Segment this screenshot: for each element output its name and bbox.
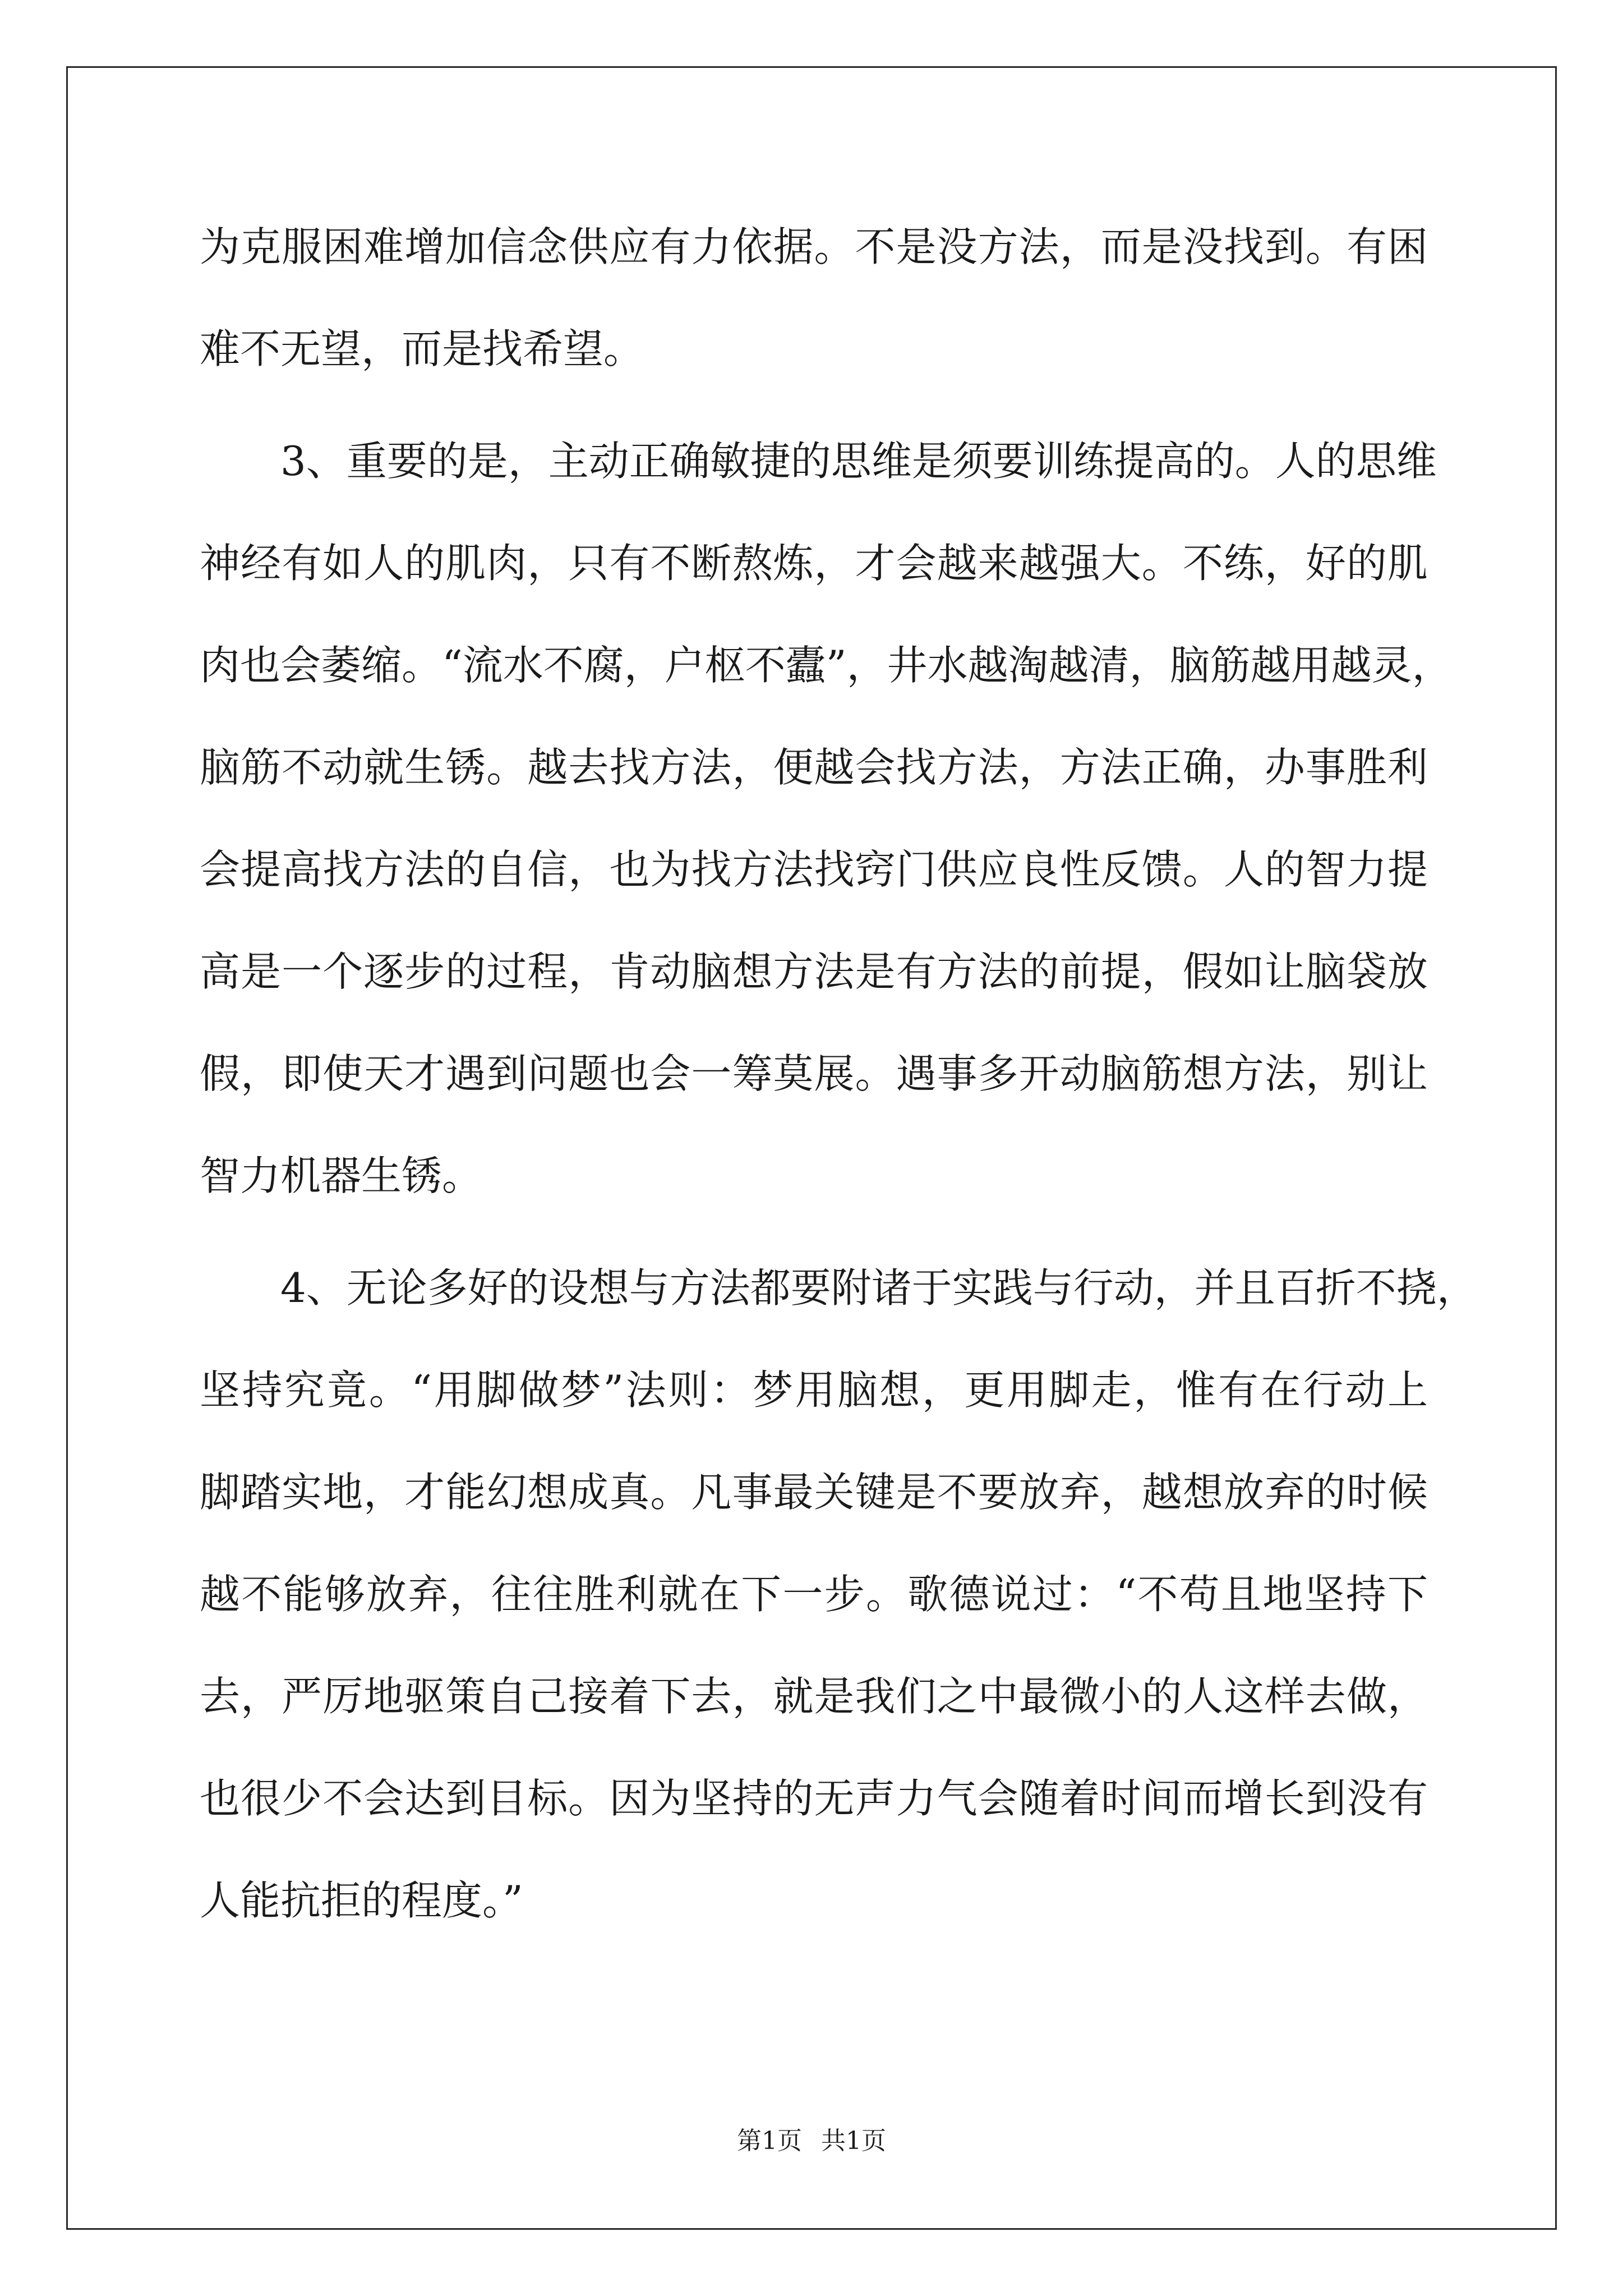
paragraph-line: 4、无论多好的设想与方法都要附诸于实践与行动，并且百折不挠， bbox=[280, 1264, 1477, 1312]
paragraph-line: 肉也会萎缩。“流水不腐，户枢不蠹”，井水越淘越清，脑筋越用越灵， bbox=[200, 642, 1453, 689]
paragraph-line: 智力机器生锈。 bbox=[200, 1152, 483, 1199]
paragraph-line: 3、重要的是，主动正确敏捷的思维是须要训练提高的。人的思维 bbox=[280, 438, 1437, 485]
paragraph-line: 为克服困难增加信念供应有力依据。不是没方法，而是没找到。有困 bbox=[200, 223, 1428, 270]
paragraph-line: 越不能够放弃，往往胜利就在下一步。歌德说过：“不苟且地坚持下 bbox=[200, 1571, 1428, 1618]
paragraph-line: 去，严厉地驱策自己接着下去，就是我们之中最微小的人这样去做， bbox=[200, 1673, 1428, 1720]
page-total: 共1页 bbox=[821, 2127, 886, 2155]
paragraph-line: 假，即使天才遇到问题也会一筹莫展。遇事多开动脑筋想方法，别让 bbox=[200, 1050, 1428, 1097]
page-footer bbox=[0, 2120, 1623, 2156]
paragraph-line: 脑筋不动就生锈。越去找方法，便越会找方法，方法正确，办事胜利 bbox=[200, 744, 1428, 791]
paragraph-line: 高是一个逐步的过程，肯动脑想方法是有方法的前提，假如让脑袋放 bbox=[200, 948, 1428, 995]
paragraph-line: 神经有如人的肌肉，只有不断熬炼，才会越来越强大。不练，好的肌 bbox=[200, 540, 1428, 587]
page-number: 第1页 bbox=[737, 2127, 802, 2155]
paragraph-line: 会提高找方法的自信，也为找方法找窍门供应良性反馈。人的智力提 bbox=[200, 846, 1428, 893]
paragraph-line: 人能抗拒的程度。” bbox=[200, 1877, 523, 1924]
paragraph-line: 也很少不会达到目标。因为坚持的无声力气会随着时间而增长到没有 bbox=[200, 1775, 1428, 1822]
paragraph-line: 坚持究竟。“用脚做梦”法则：梦用脑想，更用脚走，惟有在行动上 bbox=[200, 1366, 1428, 1414]
paragraph-line: 脚踏实地，才能幻想成真。凡事最关键是不要放弃，越想放弃的时候 bbox=[200, 1469, 1428, 1516]
paragraph-line: 难不无望，而是找希望。 bbox=[200, 325, 644, 372]
